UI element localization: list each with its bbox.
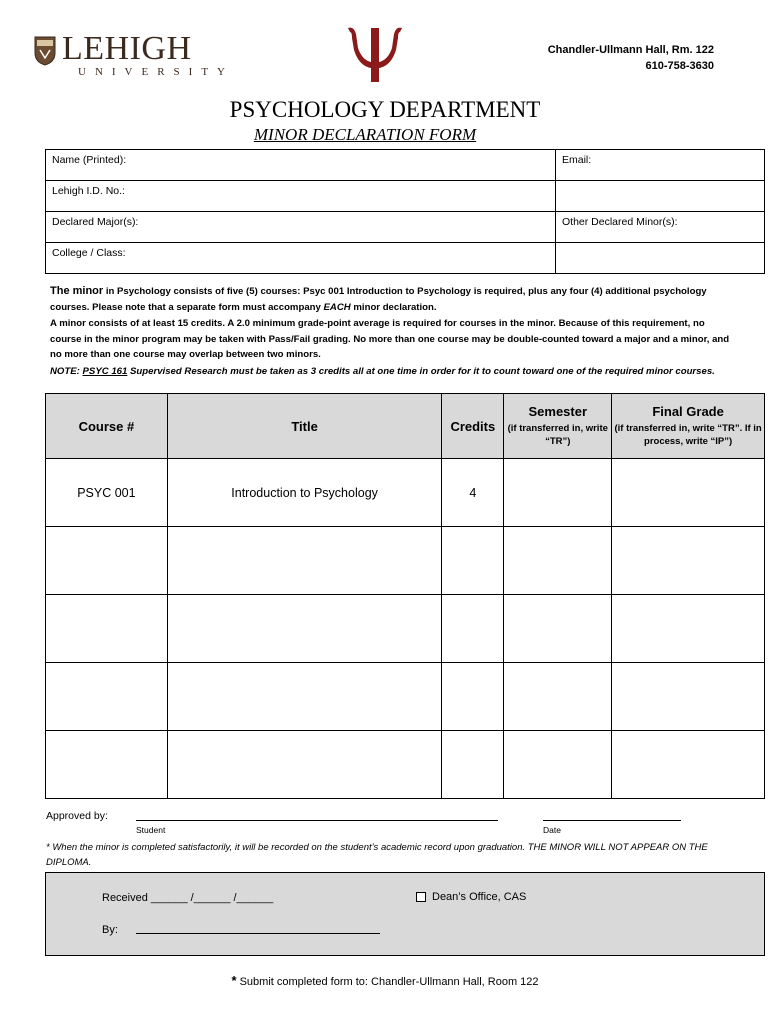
major-field[interactable] [46,212,556,243]
date-label: Date [543,825,561,835]
major-label: Declared Major(s): [52,216,139,228]
header-title: Title [167,394,442,459]
cell-grade[interactable] [612,595,765,663]
header-course: Course # [46,394,168,459]
cell-course[interactable] [46,595,168,663]
table-row [46,731,765,799]
cell-credits[interactable] [442,595,504,663]
department-title: PSYCHOLOGY DEPARTMENT [229,97,541,122]
cell-title[interactable] [167,595,442,663]
cell-semester[interactable] [504,459,612,527]
paragraph-credits: A minor consists of at least 15 credits. A 2.0 minimum grade-point average is required for courses in the minor. Because of this requirement, no course in the minor program may be taken with Pass/Fail grading. No more than one course may be double-counted toward a major and a minor, and no more than one course may overlap between two minors. [50,318,730,360]
cell-credits[interactable] [442,527,504,595]
paragraph-end: minor declaration. [350,301,437,313]
cell-course[interactable]: PSYC 001 [46,459,168,527]
deans-office-checkbox[interactable] [416,892,426,902]
cell-grade[interactable] [612,731,765,799]
id-field[interactable] [46,181,556,212]
address-line: Chandler-Ullmann Hall, Rm. 122 [547,44,714,56]
instructions [50,284,730,380]
table-row [46,527,765,595]
header-grade-note: (if transferred in, write “TR”. If in process, write “IP”) [614,423,762,447]
cell-title[interactable]: Introduction to Psychology [167,459,442,527]
cell-course[interactable] [46,663,168,731]
deans-office-label: Dean’s Office, CAS [432,891,527,903]
other-minor-field[interactable] [556,212,765,243]
courses-header-row [46,394,765,459]
form-title: MINOR DECLARATION FORM [253,125,477,144]
cell-credits[interactable] [442,731,504,799]
cell-semester[interactable] [504,663,612,731]
email-field[interactable] [556,150,765,181]
student-info-table [45,149,765,274]
table-row [46,595,765,663]
cell-title[interactable] [167,731,442,799]
logo-subtitle: UNIVERSITY [78,66,234,78]
logo-wordmark: LEHIGH [62,30,192,67]
paragraph-minor [50,284,730,315]
by-label: By: [102,924,118,936]
cell-credits[interactable] [442,663,504,731]
phone-line: 610-758-3630 [645,60,714,72]
email-label: Email: [562,154,592,166]
cell-grade[interactable] [612,663,765,731]
cell-credits[interactable]: 4 [442,459,504,527]
submit-text: Submit completed form to: Chandler-Ullmann Hall, Room 122 [239,976,539,988]
submit-instructions [0,973,770,988]
cell-title[interactable] [167,663,442,731]
header-credits: Credits [442,394,504,459]
college-label: College / Class: [52,247,126,259]
footnote: * When the minor is completed satisfactorily, it will be recorded on the student’s academic record upon graduation. THE MINOR WILL NOT APPEAR ON THE DIPLOMA. [46,842,708,868]
signature-line[interactable] [136,820,498,821]
header-semester [504,394,612,459]
courses-table [45,393,765,799]
name-field[interactable] [46,150,556,181]
note-body: Supervised Research must be taken as 3 credits all at one time in order for it to count toward one of the required minor courses. [127,365,715,377]
cell-course[interactable] [46,731,168,799]
paragraph-lead: The minor [50,285,104,297]
note-label: NOTE: [50,365,80,377]
cell-grade[interactable] [612,459,765,527]
by-line[interactable] [136,933,380,934]
cell-course[interactable] [46,527,168,595]
blank-field[interactable] [556,181,765,212]
paragraph-body: in Psychology consists of five (5) courses: Psyc 001 Introduction to Psychology is required, plus any four (4) additional psychology courses. Please note that a separate form must accompany [50,286,707,313]
psi-icon [344,22,406,84]
header-semester-label: Semester [528,404,588,419]
cell-semester[interactable] [504,595,612,663]
received-field: Received ______ /______ /______ [102,892,274,904]
note-course: PSYC 161 [82,365,128,377]
lehigh-logo [34,32,234,80]
paragraph-each: EACH [323,301,351,313]
college-field[interactable] [46,243,556,274]
table-row [46,663,765,731]
date-line[interactable] [543,820,681,821]
cell-title[interactable] [167,527,442,595]
asterisk: * [231,973,237,988]
header-grade-label: Final Grade [652,404,724,419]
shield-icon [34,36,56,66]
address-block [548,42,714,74]
other-minor-label: Other Declared Minor(s): [562,216,678,228]
header-grade [612,394,765,459]
header-semester-note: (if transferred in, write “TR”) [507,423,608,447]
cell-semester[interactable] [504,731,612,799]
student-label: Student [136,825,166,835]
paragraph-note [50,364,730,380]
cell-semester[interactable] [504,527,612,595]
approved-label: Approved by: [46,810,108,822]
office-use-box [45,872,765,956]
name-label: Name (Printed): [52,154,127,166]
id-label: Lehigh I.D. No.: [52,185,125,197]
table-row [46,459,765,527]
blank-field[interactable] [556,243,765,274]
cell-grade[interactable] [612,527,765,595]
